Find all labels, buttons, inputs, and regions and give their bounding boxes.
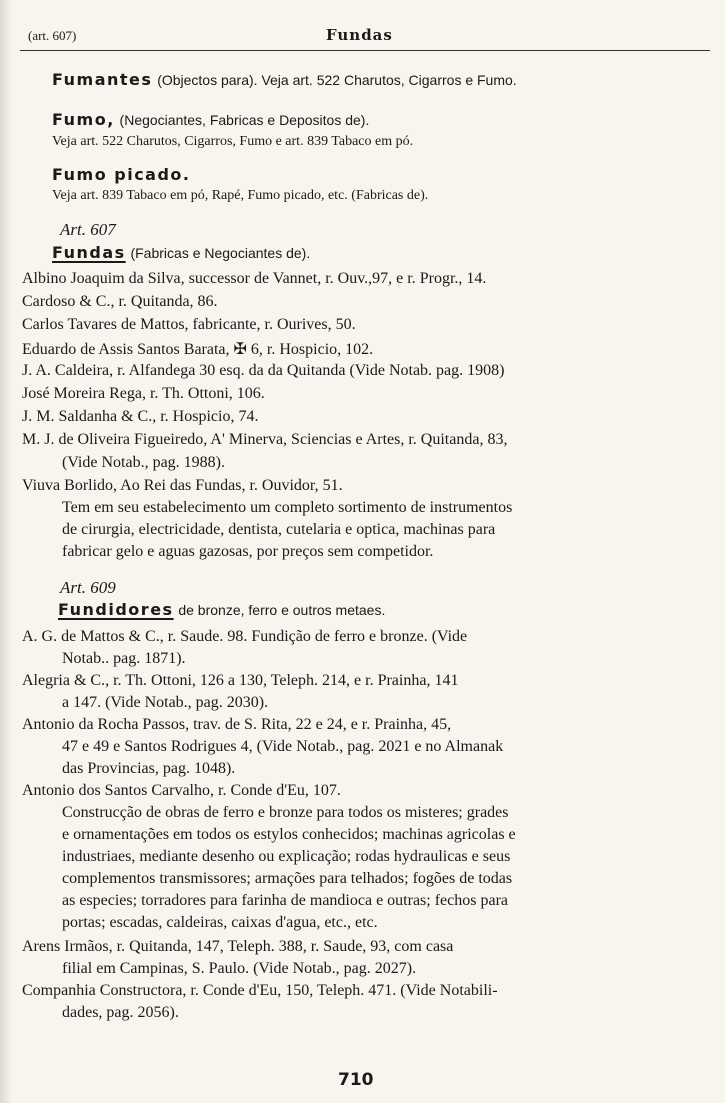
list-item-description: e ornamentações em todos os estylos conhecidos; machinas agricolas e <box>62 826 516 843</box>
list-item: Viuva Borlido, Ao Rei das Fundas, r. Ouvidor, 51. <box>22 477 343 494</box>
list-item-continued: das Provincias, pag. 1048). <box>62 760 236 777</box>
section-title: Fumantes <box>52 70 153 89</box>
list-item-continued: filial em Campinas, S. Paulo. (Vide Notab., pag. 2027). <box>62 960 417 977</box>
list-item: Albino Joaquim da Silva, successor de Vannet, r. Ouv.,97, e r. Progr., 14. <box>22 270 487 287</box>
article-label: Art. 607 <box>60 220 116 239</box>
section-fumo-picado <box>52 165 191 184</box>
section-line: Veja art. 522 Charutos, Cigarros, Fumo e art. 839 Tabaco em pó. <box>52 134 414 149</box>
list-item: Cardoso & C., r. Quitanda, 86. <box>22 293 218 310</box>
list-item-description: complementos transmissores; armações para telhados; fogões de todas <box>62 870 513 887</box>
page-edge-shadow <box>0 0 12 1103</box>
section-title: Fundidores <box>58 600 174 619</box>
list-item-continued: dades, pag. 2056). <box>62 1004 179 1021</box>
list-item: Eduardo de Assis Santos Barata, ✠ 6, r. Hospicio, 102. <box>22 341 374 358</box>
header-article-ref: (art. 607) <box>28 28 77 43</box>
page-header <box>28 26 698 46</box>
section-desc: (Negociantes, Fabricas e Depositos de). <box>119 112 370 128</box>
list-item-description: fabricar gelo e aguas gazosas, por preços sem competidor. <box>62 543 434 560</box>
section-fumantes <box>52 70 517 89</box>
section-title: Fundas <box>52 243 126 262</box>
list-item-continued: (Vide Notab., pag. 1988). <box>62 454 225 471</box>
section-fundas <box>52 243 310 262</box>
list-item: José Moreira Rega, r. Th. Ottoni, 106. <box>22 385 265 402</box>
section-fumo <box>52 110 369 129</box>
list-item: Antonio da Rocha Passos, trav. de S. Rita, 22 e 24, e r. Prainha, 45, <box>22 716 452 733</box>
list-item-description: de cirurgia, electricidade, dentista, cutelaria e optica, machinas para <box>62 521 496 538</box>
list-item-continued: Notab.. pag. 1871). <box>62 650 186 667</box>
list-item-description: industriaes, mediante desenho ou explicação; rodas hydraulicas e seus <box>62 848 511 865</box>
section-title: Fumo picado. <box>52 165 191 184</box>
section-line: Veja art. 839 Tabaco em pó, Rapé, Fumo picado, etc. (Fabricas de). <box>52 188 429 203</box>
list-item-description: Construcção de obras de ferro e bronze para todos os misteres; grades <box>62 804 509 821</box>
list-item: Companhia Constructora, r. Conde d'Eu, 150, Teleph. 471. (Vide Notabili- <box>22 982 498 999</box>
list-item: Alegria & C., r. Th. Ottoni, 126 a 130, Teleph. 214, e r. Prainha, 141 <box>22 672 459 689</box>
section-desc: (Objectos para). Veja art. 522 Charutos, Cigarros e Fumo. <box>157 72 517 88</box>
list-item: A. G. de Mattos & C., r. Saude. 98. Fundição de ferro e bronze. (Vide <box>22 628 468 645</box>
section-title: Fumo, <box>52 110 115 129</box>
list-item: Arens Irmãos, r. Quitanda, 147, Teleph. 388, r. Saude, 93, com casa <box>22 938 454 955</box>
list-item: J. M. Saldanha & C., r. Hospicio, 74. <box>22 408 259 425</box>
list-item-continued: 47 e 49 e Santos Rodrigues 4, (Vide Notab., pag. 2021 e no Almanak <box>62 738 504 755</box>
list-item: J. A. Caldeira, r. Alfandega 30 esq. da da Quitanda (Vide Notab. pag. 1908) <box>22 362 505 379</box>
list-item-description: portas; escadas, caldeiras, caixas d'agua, etc., etc. <box>62 914 378 931</box>
list-item: Antonio dos Santos Carvalho, r. Conde d'Eu, 107. <box>22 782 341 799</box>
list-item: Carlos Tavares de Mattos, fabricante, r. Ourives, 50. <box>22 316 356 333</box>
section-desc: (Fabricas e Negociantes de). <box>130 245 311 261</box>
list-item-continued: a 147. (Vide Notab., pag. 2030). <box>62 694 269 711</box>
header-rule <box>20 50 710 51</box>
section-desc: de bronze, ferro e outros metaes. <box>178 602 386 618</box>
header-title: Fundas <box>326 26 393 44</box>
section-fundidores <box>58 600 385 619</box>
article-label: Art. 609 <box>60 578 116 597</box>
list-item-description: Tem em seu estabelecimento um completo sortimento de instrumentos <box>62 499 513 516</box>
list-item-description: as especies; torradores para farinha de mandioca e outras; fechos para <box>62 892 509 909</box>
list-item: M. J. de Oliveira Figueiredo, A' Minerva, Sciencias e Artes, r. Quitanda, 83, <box>22 431 508 448</box>
page-number: 710 <box>338 1070 374 1090</box>
